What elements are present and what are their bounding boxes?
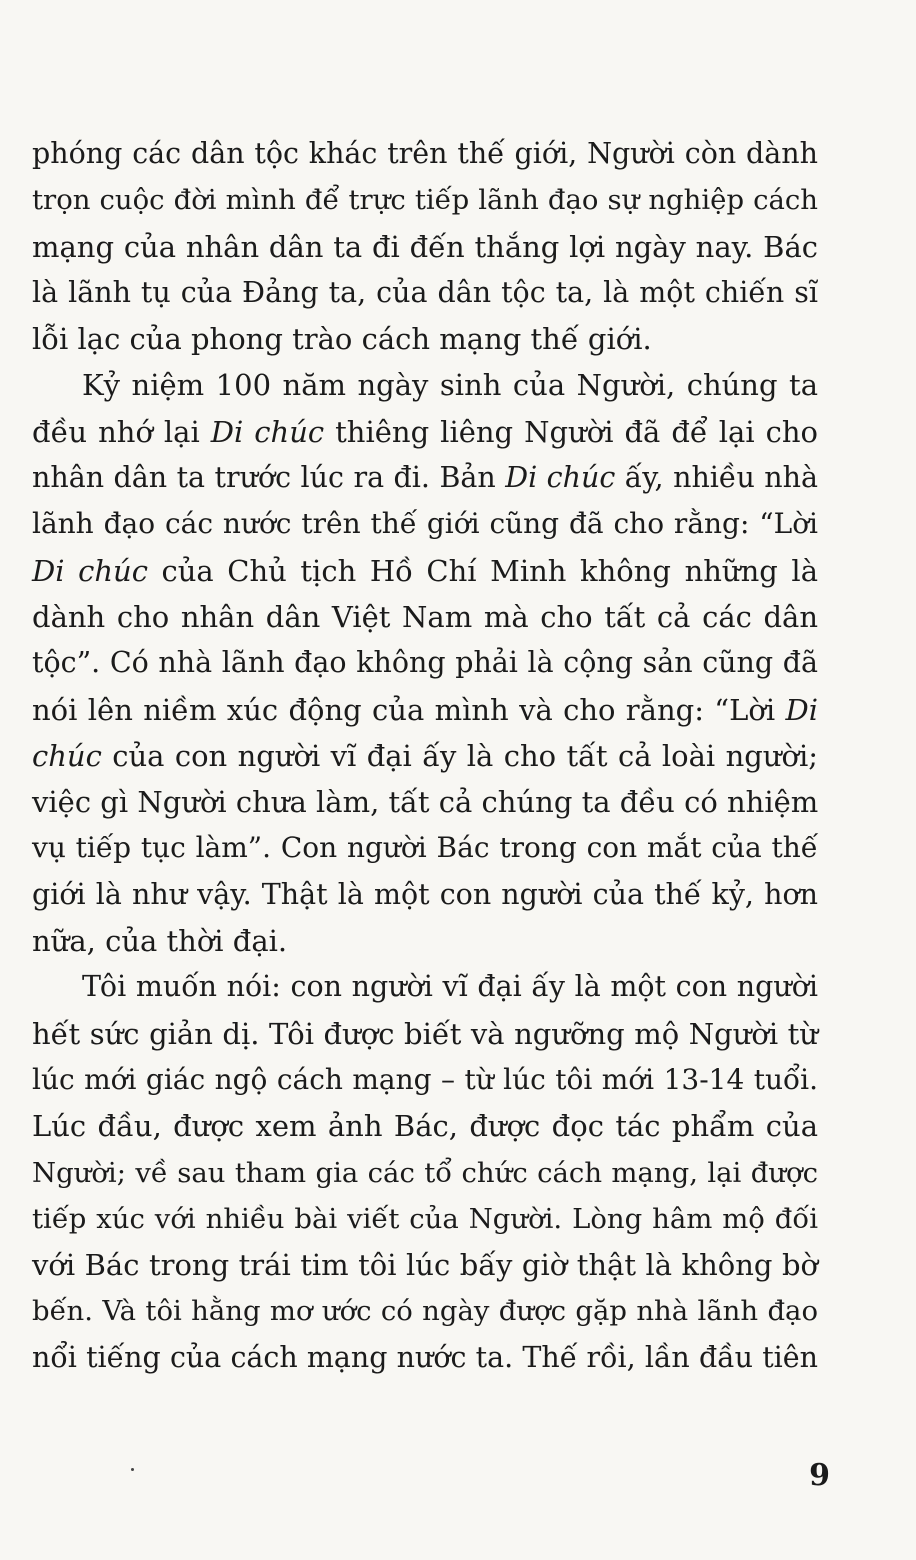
page-number: 9 [809,1458,830,1493]
text-run: ấy, nhiều nhà [615,461,818,495]
text-line: Lúc đầu, được xem ảnh Bác, được đọc tác phẩm của [32,1109,818,1144]
text-line: hết sức giản dị. Tôi được biết và ngưỡng mộ Người từ [32,1016,818,1051]
italic-title: Di chúc [32,553,148,588]
italic-title: Di chúc [210,414,325,449]
print-speck [131,1468,134,1471]
text-run: nhân dân ta trước lúc ra đi. Bản [32,461,506,495]
text-run: đều nhớ lại [32,414,211,449]
text-line: tộc”. Có nhà lãnh đạo không phải là cộng sản cũng đã [32,646,818,680]
text-line [32,733,818,779]
text-run: của con người vĩ đại ấy là cho tất cả loài người; [101,738,818,773]
text-line [32,409,818,455]
text-line: nữa, của thời đại. [32,924,288,959]
italic-title: chúc [32,738,102,773]
text-line: giới là như vậy. Thật là một con người của thế kỷ, hơn [32,877,818,911]
italic-title: Di chúc [505,461,616,495]
text-line: tiếp xúc với nhiều bài viết của Người. Lòng hâm mộ đối [32,1202,818,1235]
text-line [32,455,818,501]
text-run: thiêng liêng Người đã để lại cho [324,414,818,449]
text-line: lỗi lạc của phong trào cách mạng thế giới. [32,322,652,357]
text-line: mạng của nhân dân ta đi đến thắng lợi ngày nay. Bác [32,229,818,264]
text-line: việc gì Người chưa làm, tất cả chúng ta đều có nhiệm [32,785,819,820]
text-run: nói lên niềm xúc động của mình và cho rằng: “Lời [32,692,786,727]
text-line: trọn cuộc đời mình để trực tiếp lãnh đạo sự nghiệp cách [32,184,818,217]
body-text [32,131,818,1381]
text-line: Tôi muốn nói: con người vĩ đại ấy là một con người [82,970,818,1004]
text-line: với Bác trong trái tim tôi lúc bấy giờ thật là không bờ [32,1248,818,1283]
text-line: vụ tiếp tục làm”. Con người Bác trong con mắt của thế [32,831,818,865]
italic-title: Di [785,692,818,727]
text-line: Kỷ niệm 100 năm ngày sinh của Người, chúng ta [82,368,818,403]
text-line: bến. Và tôi hằng mơ ước có ngày được gặp nhà lãnh đạo [32,1295,818,1328]
text-line: nổi tiếng của cách mạng nước ta. Thế rồi, lần đầu tiên [32,1340,818,1374]
text-line: lúc mới giác ngộ cách mạng – từ lúc tôi mới 13-14 tuổi. [32,1062,818,1096]
text-line: phóng các dân tộc khác trên thế giới, Người còn dành [32,137,818,170]
text-run: của Chủ tịch Hồ Chí Minh không những là [147,553,818,588]
text-line: là lãnh tụ của Đảng ta, của dân tộc ta, là một chiến sĩ [32,275,818,309]
text-line: Người; về sau tham gia các tổ chức cách mạng, lại được [32,1156,818,1189]
text-line: lãnh đạo các nước trên thế giới cũng đã cho rằng: “Lời [32,507,818,541]
text-line [32,548,818,594]
text-line [32,687,818,733]
text-line: dành cho nhân dân Việt Nam mà cho tất cả các dân [32,599,818,634]
